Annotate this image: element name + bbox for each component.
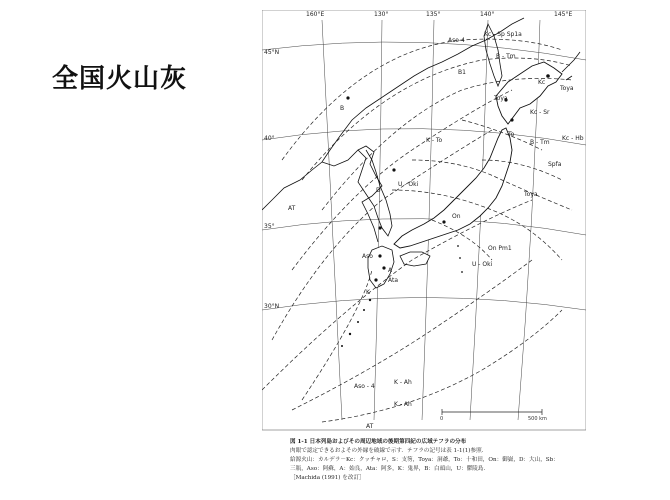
longitude-label: 160°E (306, 11, 325, 18)
volcano-label: To (508, 131, 515, 138)
tephra-label: B1 (458, 69, 466, 76)
shikoku-island (400, 252, 430, 266)
volcano-label: D (376, 187, 381, 194)
scale-start-label: 0 (440, 416, 444, 422)
latitude-label: 45°N (264, 49, 280, 56)
volcano-label: K (366, 289, 370, 296)
longitude-label: 145°E (554, 11, 573, 18)
izu-islands (457, 245, 463, 273)
tephra-label: On Pm1 (488, 245, 512, 252)
latitude-label: 35° (264, 223, 275, 230)
tephra-label: AT (366, 423, 374, 430)
tephra-label: B - Tm (530, 139, 550, 146)
volcano-label: A (388, 267, 393, 274)
tephra-label: Kc - Sp Sp1a (484, 31, 522, 38)
caption-line: 給源火山：カルデラ－Kc：クッチャロ，S：支笏，Toya：洞爺，To：十和田，On：御嶽，D：大山，Sb： (290, 457, 559, 463)
tephra-label: K - Ah (394, 379, 412, 386)
caption-line: 肉眼で認定できるおよその外縁を破線で示す．テフラの記号は表 1-1(1)参照． (290, 448, 488, 454)
tephra-label: Toya (524, 191, 538, 198)
latitude-label: 30°N (264, 303, 280, 310)
tephra-label: AT (288, 205, 296, 212)
tephra-label: Kc - Hb (562, 135, 584, 142)
caption-line: 図 1-1 日本列島およびその周辺地域の後期第四紀の広域テフラの分布 (290, 439, 467, 445)
tephra-label: Aso-4 (448, 37, 465, 44)
figure-caption (290, 438, 586, 483)
caption-line: 三瓶，Aso：阿蘇，A：始良，Ata：阿多，K：鬼界，B：白頭山，U：鬱陵島． (290, 466, 490, 472)
volcano-label: Kc (538, 79, 546, 86)
longitude-label: 140° (480, 11, 495, 18)
longitude-label: 135° (426, 11, 441, 18)
scale-end-label: 500 km (528, 416, 547, 422)
ryukyu-islands (341, 299, 371, 347)
volcano-label: Aso (362, 253, 373, 260)
volcano-label: Toya (494, 95, 508, 102)
volcano-label: On (452, 213, 461, 220)
tephra-label: K - Ah (394, 401, 412, 408)
tephra-label: K - To (426, 137, 443, 144)
tephra-map-svg (262, 10, 586, 435)
tephra-label: B - Tm (496, 53, 516, 60)
longitude-label: 130° (374, 11, 389, 18)
scale-bar (442, 409, 542, 415)
tephra-label: Spfa (548, 161, 562, 168)
tephra-label: Aso - 4 (354, 383, 375, 390)
tephra-label: U - Oki (398, 181, 419, 188)
tephra-label: Toya (560, 85, 574, 92)
tephra-label: Kc - Sr (530, 109, 550, 116)
tephra-distribution-figure (262, 10, 586, 492)
volcano-label: Ata (388, 277, 399, 284)
tephra-label: U - Oki (472, 261, 493, 268)
caption-line: ［Machida (1991) を改訂］ (290, 475, 365, 481)
volcano-label: B (340, 105, 345, 112)
latitude-label: 40° (264, 135, 275, 142)
slide-title: 全国火山灰 (52, 64, 188, 94)
